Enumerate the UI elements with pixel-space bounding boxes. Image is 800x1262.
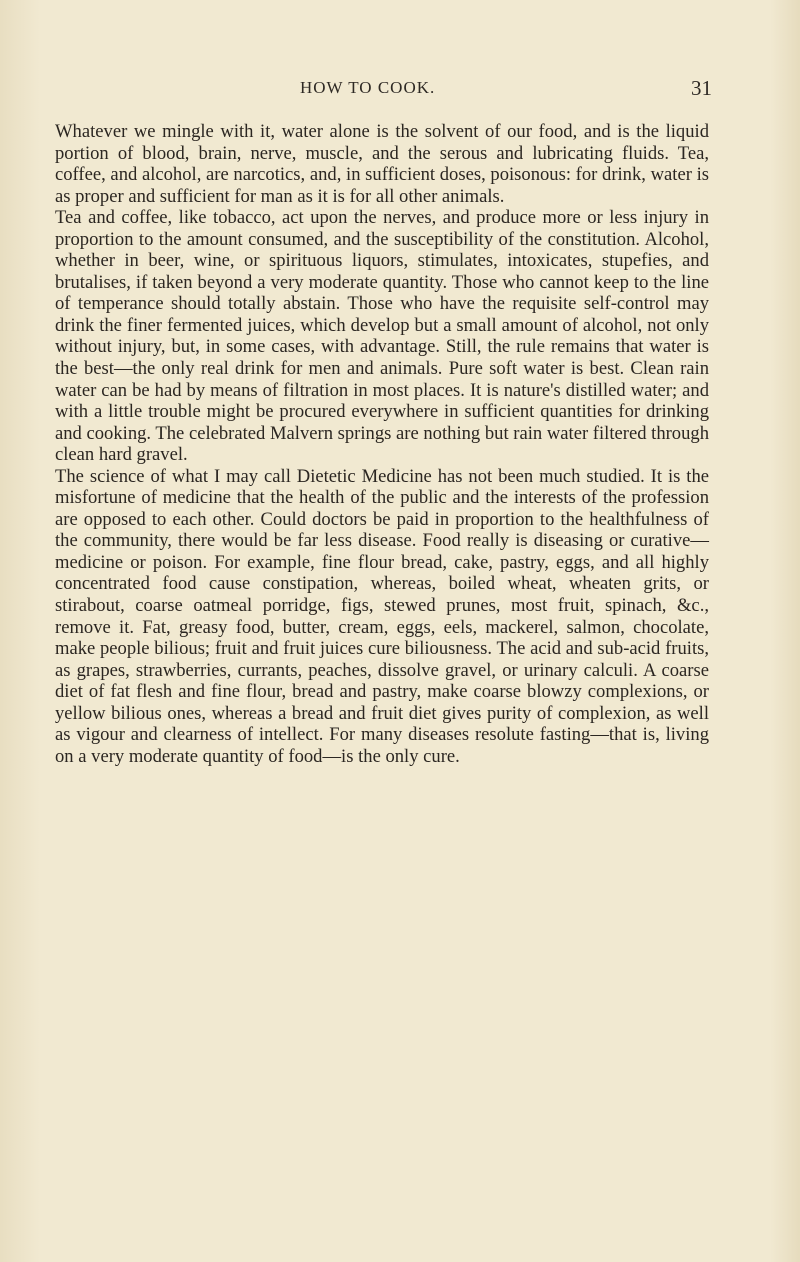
body-text <box>55 121 709 767</box>
running-title: HOW TO COOK. <box>300 78 436 97</box>
page-header <box>0 78 800 102</box>
paragraph: The science of what I may call Dietetic Medicine has not been much studied. It is the misfortune of medicine that the health of the public and the interests of the profession are opposed to each other. Could doctors be paid in proportion to the healthfulness of the community, there would be far less disease. Food really is diseasing or curative—medicine or poison. For example, fine flour bread, cake, pastry, eggs, and all highly concentrated food cause constipation, whereas, boiled wheat, wheaten grits, or stirabout, coarse oatmeal porridge, figs, stewed prunes, most fruit, spinach, &c., remove it. Fat, greasy food, butter, cream, eggs, eels, mackerel, salmon, chocolate, make people bilious; fruit and fruit juices cure biliousness. The acid and sub-acid fruits, as grapes, strawberries, currants, peaches, dissolve gravel, or urinary calculi. A coarse diet of fat flesh and fine flour, bread and pastry, make coarse blowzy complexions, or yellow bilious ones, whereas a bread and fruit diet gives purity of complexion, as well as vigour and clearness of intellect. For many diseases resolute fasting—that is, living on a very moderate quantity of food—is the only cure. <box>55 465 709 767</box>
page-number: 31 <box>691 76 712 100</box>
paragraph: Whatever we mingle with it, water alone is the solvent of our food, and is the liquid portion of blood, brain, nerve, muscle, and the serous and lubricating fluids. Tea, coffee, and alcohol, are narcotics, and, in sufficient doses, poisonous: for drink, water is as proper and sufficient for man as it is for all other animals. <box>55 121 709 207</box>
paragraph: Tea and coffee, like tobacco, act upon the nerves, and produce more or less injury in proportion to the amount consumed, and the susceptibility of the constitution. Alcohol, whether in beer, wine, or spirituous liquors, stimulates, intoxicates, stupefies, and brutalises, if taken beyond a very moderate quantity. Those who cannot keep to the line of temperance should totally abstain. Those who have the requisite self-control may drink the finer fermented juices, which develop but a small amount of alcohol, not only without injury, but, in some cases, with advantage. Still, the rule remains that water is the best—the only real drink for men and animals. Pure soft water is best. Clean rain water can be had by means of filtration in most places. It is nature's distilled water; and with a little trouble might be procured everywhere in sufficient quantities for drinking and cooking. The celebrated Malvern springs are nothing but rain water filtered through clean hard gravel. <box>55 207 709 466</box>
